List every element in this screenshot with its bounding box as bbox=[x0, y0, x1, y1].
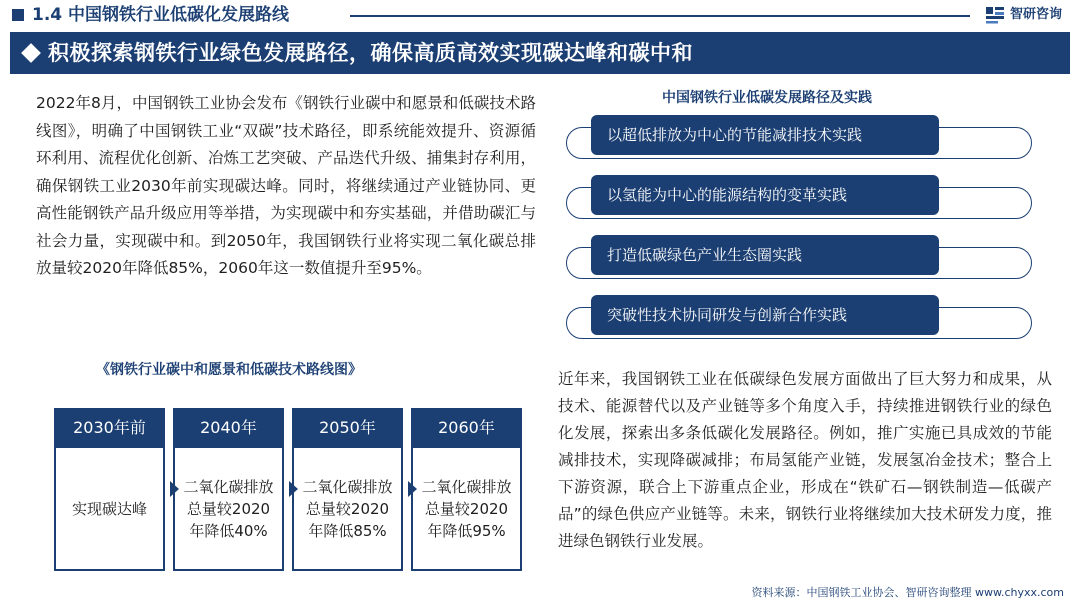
roadmap-year: 2060年 bbox=[411, 408, 522, 448]
section-title: 1.4 中国钢铁行业低碳化发展路线 bbox=[32, 5, 290, 25]
practice-item bbox=[566, 307, 1032, 339]
intro-paragraph: 2022年8月，中国钢铁工业协会发布《钢铁行业碳中和愿景和低碳技术路线图》，明确了中国钢铁工业“双碳”技术路径，即系统能效提升、资源循环利用、流程优化创新、冶炼工艺突破、产品迭代升级、捕集封存利用，确保钢铁工业2030年前实现碳达峰。同时，将继续通过产业链协同、更高性能钢铁产品升级应用等举措，为实现碳中和夯实基础，并借助碳汇与社会力量，实现碳中和。到2050年，我国钢铁行业将实现二氧化碳总排放量较2020年降低85%，2060年这一数值提升至95%。 bbox=[36, 94, 536, 277]
roadmap-column bbox=[411, 408, 522, 571]
roadmap-column bbox=[292, 408, 403, 571]
practice-label: 以超低排放为中心的节能减排技术实践 bbox=[591, 115, 939, 155]
source-note: 资料来源：中国钢铁工业协会、智研咨询整理 www.chyxx.com bbox=[751, 586, 1064, 599]
roadmap-column bbox=[173, 408, 284, 571]
practice-item bbox=[566, 247, 1032, 279]
headline-text: 积极探索钢铁行业绿色发展路径，确保高质高效实现碳达峰和碳中和 bbox=[48, 41, 693, 65]
practice-item bbox=[566, 127, 1032, 159]
top-header bbox=[0, 0, 1080, 30]
analysis-paragraph: 近年来，我国钢铁工业在低碳绿色发展方面做出了巨大努力和成果，从技术、能源替代以及产业链等多个角度入手，持续推进钢铁行业的绿色化发展，探索出多条低碳化发展路径。例如，推广实施已具成效的节能减排技术，实现降碳减排；布局氢能产业链，发展氢冶金技术；整合上下游资源，联合上下游重点企业，形成在“铁矿石—钢铁制造—低碳产品”的绿色供应产业链等。未来，钢铁行业将继续加大技术研发力度，推进绿色钢铁行业发展。 bbox=[558, 370, 1052, 550]
zhiyan-logo-icon bbox=[985, 6, 1005, 24]
roadmap-year: 2030年前 bbox=[54, 408, 165, 448]
practice-label: 以氢能为中心的能源结构的变革实践 bbox=[591, 175, 939, 215]
roadmap-column bbox=[54, 408, 165, 571]
practice-item bbox=[566, 187, 1032, 219]
headline-banner bbox=[10, 32, 1070, 74]
roadmap-title: 《钢铁行业碳中和愿景和低碳技术路线图》 bbox=[96, 362, 362, 378]
roadmap-year: 2050年 bbox=[292, 408, 403, 448]
practices-title: 中国钢铁行业低碳发展路径及实践 bbox=[662, 90, 872, 106]
roadmap-desc: 二氧化碳排放总量较2020年降低95% bbox=[411, 448, 522, 571]
roadmap-desc: 二氧化碳排放总量较2020年降低85% bbox=[292, 448, 403, 571]
diamond-icon bbox=[21, 43, 41, 63]
header-divider bbox=[350, 15, 970, 17]
roadmap-desc: 二氧化碳排放总量较2020年降低40% bbox=[173, 448, 284, 571]
roadmap-desc: 实现碳达峰 bbox=[54, 448, 165, 571]
practice-label: 突破性技术协同研发与创新合作实践 bbox=[591, 295, 939, 335]
roadmap-year: 2040年 bbox=[173, 408, 284, 448]
logo-text: 智研咨询 bbox=[1010, 7, 1063, 22]
section-marker-icon bbox=[12, 9, 24, 21]
practice-label: 打造低碳绿色产业生态圈实践 bbox=[591, 235, 939, 275]
